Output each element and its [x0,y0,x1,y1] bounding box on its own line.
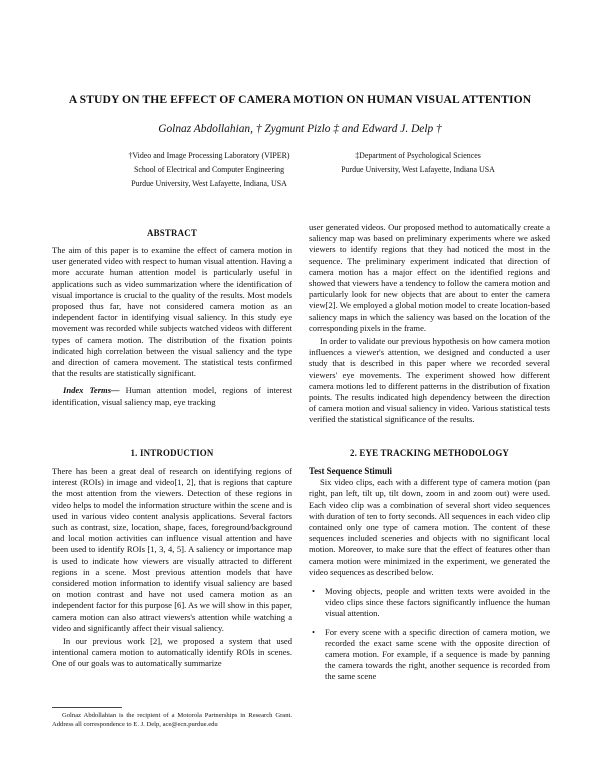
list-item-text: For every scene with a specific direction of camera motion, we recorded the exact same scene with the opposite direction of camera motion. For example, if a sequence is made by panning the camera towards the right, another sequence is recorded from the same scene [325,626,550,682]
paper-title: A STUDY ON THE EFFECT OF CAMERA MOTION ON HUMAN VISUAL ATTENTION [68,93,532,106]
introduction-paragraph: In our previous work [2], we proposed a system that used intentional camera motion to automatically identify ROIs in scenes. One of our goals was to automatically summarize [52,636,292,669]
bullet-icon: • [312,586,315,597]
stimuli-paragraph: Six video clips, each with a different type of camera motion (pan right, pan left, tilt up, tilt down, zoom in and zoom out) were used. Each video clip was a combination of several short video sequences with duration of ten to forty seconds. All sequences in each video clip contained only one type of camera motion. The content of these sequences included sceneries and objects with no significant local motion. Moreover, to make sure that the effect of features other than camera motion were minimized in the experiment, we generated the video sequences as described below. [309,477,550,577]
methodology-heading: 2. EYE TRACKING METHODOLOGY [349,448,510,458]
bullet-icon: • [312,626,315,637]
list-item [309,586,550,620]
list-item [309,627,550,683]
affiliation-line: †Video and Image Processing Laboratory (VIPER) [128,151,290,160]
affiliation-line: Purdue University, West Lafayette, Indiana USA [341,165,495,175]
affiliation-right [318,149,518,177]
index-terms [52,385,292,407]
stimuli-subheading: Test Sequence Stimuli [309,466,393,476]
index-terms-label: Index Terms— [63,385,120,396]
methodology-body [309,466,550,683]
footnote: Golnaz Abdollahian is the recipient of a Motorola Partnerships in Research Grant. Address all correspondence to E. J. Delp, ace@ecn.purdue.edu [52,712,292,728]
stimuli-bullet-list [309,586,550,683]
affiliation-left [100,149,318,192]
affiliation-line: ‡Department of Psychological Sciences [355,151,481,160]
body-paragraph: user generated videos. Our proposed method to automatically create a saliency map was based on preliminary experiments where we asked viewers to identify regions that they had noticed the most in the sequence. The preliminary experiment indicated that direction of camera motion has a major effect on the identified regions and showed that viewers have a tendency to follow the camera motion and particularly look for new objects that are about to enter the camera view[2]. We employed a global motion model to create location-based saliency maps in which the saliency was based on the location of the corresponding pixels in the frame. [309,222,550,333]
author-list: Golnaz Abdollahian, † Zygmunt Pizlo ‡ and Edward J. Delp † [158,123,442,135]
introduction-paragraph: There has been a great deal of research on identifying regions of interest (ROIs) in image and video[1, 2], that is regions that capture the most attention from the viewers. Detection of these regions in video helps to model the information structure within the scene and is used in various video content analysis applications. Several factors such as contrast, size, location, shape, faces, foreground/background and local motion activities can influence visual attention and have been used to identify ROIs [1, 3, 4, 5]. A saliency or importance map is used to indicate how viewers are visually attracted to different regions in a scene. Most previous attention models that have considered motion information to identify visual saliency are based on motion contrast and have not used camera motion as an independent factor for this purpose [6]. As we will show in this paper, camera motion can also attract viewers's attention while watching a video and significantly affect their visual saliency. [52,466,292,633]
introduction-heading: 1. INTRODUCTION [130,448,214,458]
affiliation-line: School of Electrical and Computer Engineering [133,165,285,175]
abstract-text: The aim of this paper is to examine the effect of camera motion in user generated video with respect to human visual attention. Having a more accurate human attention model is particularly useful in applications such as video summarization where the identification of visual importance is crucial to the quality of the results. Most models proposed thus far, have not considered camera motion as an independent factor in identifying visual saliency. In this study eye movement was recorded while subjects watched videos with different types of camera motion. The distribution of the fixation points indicated high correlation between the visual saliency and the type and direction of camera movement. The statistical tests confirmed that the results are statistically significant. [52,245,292,379]
footnote-divider [52,707,122,708]
affiliation-line: Purdue University, West Lafayette, Indiana, USA [131,179,287,189]
abstract-heading: ABSTRACT [147,228,197,238]
right-column-body [309,222,550,426]
list-item-text: Moving objects, people and written texts were avoided in the video clips since these factors significantly influence the human visual attention. [325,586,550,619]
abstract-body [52,245,292,408]
introduction-body [52,466,292,670]
body-paragraph: In order to validate our previous hypothesis on how camera motion influences a viewer's attention, we designed and conducted a user study that is described in this paper where we recorded several viewers' eye movements. The experiment showed how different camera motions led to different patterns in the distribution of fixation points. The results indicated high dependency between the direction of camera motion and visual saliency in video. Various statistical tests verified the statistical significance of the results. [309,336,550,425]
index-terms-text: Human attention model, regions of interest identification, visual saliency map, eye tracking [52,385,292,407]
